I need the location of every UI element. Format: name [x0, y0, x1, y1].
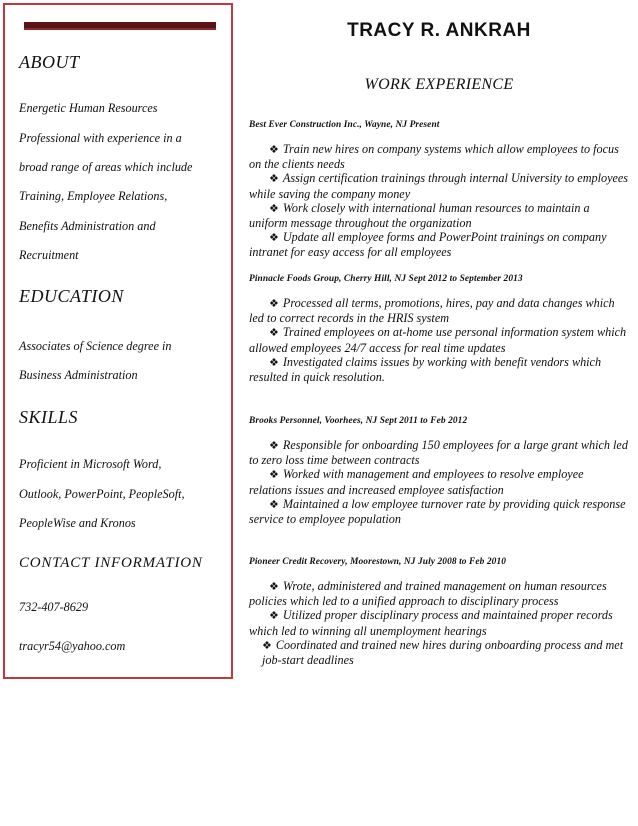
- job-title: Brooks Personnel, Voorhees, NJ Sept 2011 to Feb 2012: [249, 416, 468, 426]
- diamond-bullet-icon: ❖: [269, 202, 279, 215]
- job-bullet: ❖ Utilized proper disciplinary process and maintained proper records which led to winning all unemployment hearings: [249, 608, 613, 638]
- diamond-bullet-icon: ❖: [269, 469, 279, 482]
- job-entry: [249, 274, 629, 384]
- about-line: broad range of areas which include: [19, 160, 193, 174]
- diamond-bullet-icon: ❖: [269, 232, 279, 245]
- job-bullet: ❖ Trained employees on at-home use personal information system which allowed employees 24/7 access for real time updates: [249, 325, 627, 355]
- job-entry: [249, 557, 629, 667]
- diamond-bullet-icon: ❖: [262, 639, 272, 652]
- about-line: Benefits Administration and: [19, 219, 156, 233]
- job-bullet: ❖ Update all employee forms and PowerPoint trainings on company intranet for easy access for all employees: [249, 230, 607, 260]
- about-heading: ABOUT: [19, 52, 80, 72]
- diamond-bullet-icon: ❖: [269, 327, 279, 340]
- job-bullet: ❖ Coordinated and trained new hires during onboarding process and met job-start deadlines: [262, 637, 624, 668]
- job-title: Best Ever Construction Inc., Wayne, NJ Present: [249, 120, 440, 130]
- about-line: Energetic Human Resources: [19, 101, 158, 115]
- diamond-bullet-icon: ❖: [269, 498, 279, 511]
- skills-line: Outlook, PowerPoint, PeopleSoft,: [19, 487, 185, 501]
- diamond-bullet-icon: ❖: [269, 581, 279, 593]
- skills-line: PeopleWise and Kronos: [19, 516, 136, 530]
- diamond-bullet-icon: ❖: [269, 610, 279, 623]
- job-entry: [249, 416, 629, 526]
- sidebar-top-bar: [24, 22, 216, 30]
- about-line: Recruitment: [19, 248, 79, 262]
- job-bullet: ❖ Investigated claims issues by working with benefit vendors which resulted in quick resolution.: [249, 354, 602, 385]
- job-bullet: ❖ Responsible for onboarding 150 employees for a large grant which led to zero loss time between contracts: [249, 438, 628, 468]
- contact-heading: CONTACT INFORMATION: [19, 555, 203, 571]
- education-heading: EDUCATION: [19, 286, 124, 306]
- diamond-bullet-icon: ❖: [269, 298, 279, 310]
- job-bullet: ❖ Processed all terms, promotions, hires, pay and data changes which led to correct records in the HRIS system: [249, 296, 615, 326]
- candidate-name: TRACY R. ANKRAH: [347, 20, 531, 41]
- job-bullet: ❖ Train new hires on company systems which allow employees to focus on the clients needs: [249, 142, 619, 172]
- work-experience-heading: WORK EXPERIENCE: [364, 76, 514, 93]
- diamond-bullet-icon: ❖: [269, 356, 279, 369]
- job-entry: [249, 120, 629, 260]
- diamond-bullet-icon: ❖: [269, 440, 279, 452]
- about-line: Training, Employee Relations,: [19, 189, 168, 203]
- about-line: Professional with experience in a: [19, 131, 182, 145]
- contact-email: tracyr54@yahoo.com: [19, 639, 126, 653]
- skills-heading: SKILLS: [19, 407, 79, 427]
- job-title: Pinnacle Foods Group, Cherry Hill, NJ Sept 2012 to September 2013: [249, 274, 523, 284]
- skills-line: Proficient in Microsoft Word,: [19, 457, 162, 471]
- job-bullet: ❖ Wrote, administered and trained management on human resources policies which led to a unified approach to disciplinary process: [249, 579, 607, 609]
- diamond-bullet-icon: ❖: [269, 144, 279, 156]
- contact-phone: 732-407-8629: [19, 600, 89, 614]
- job-bullet: ❖ Worked with management and employees to resolve employee relations issues and increased employee satisfaction: [249, 467, 584, 497]
- diamond-bullet-icon: ❖: [269, 173, 279, 186]
- education-line: Business Administration: [19, 368, 138, 382]
- job-title: Pioneer Credit Recovery, Moorestown, NJ July 2008 to Feb 2010: [249, 557, 507, 567]
- education-line: Associates of Science degree in: [19, 339, 172, 353]
- job-bullet: ❖ Maintained a low employee turnover rate by providing quick response service to employee population: [249, 496, 626, 527]
- job-bullet: ❖ Work closely with international human resources to maintain a uniform message throughout the organization: [249, 200, 590, 231]
- job-bullet: ❖ Assign certification trainings through internal University to employees while saving the company money: [249, 171, 629, 201]
